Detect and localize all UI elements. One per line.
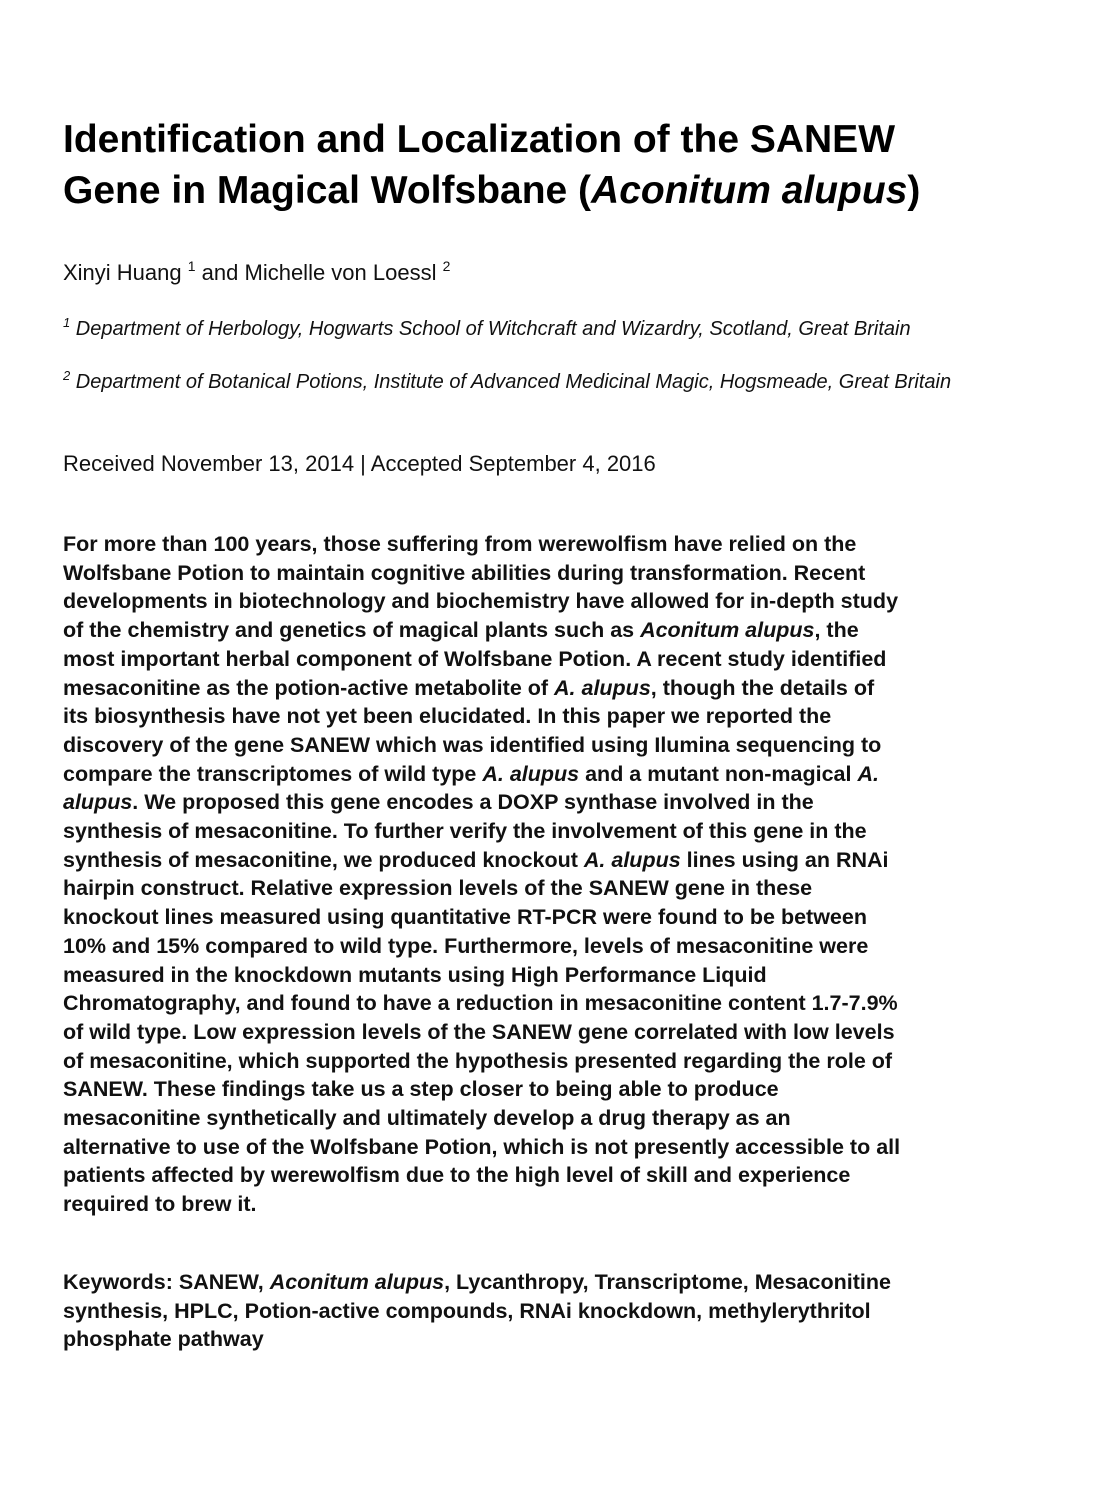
abstract-line <box>63 788 1048 817</box>
abstract-species: A. alupus <box>583 847 681 872</box>
abstract-text: lines using an RNAi <box>680 847 889 872</box>
abstract-text: , the <box>814 618 859 643</box>
keywords-line <box>63 1268 1048 1297</box>
affiliation-mark: 2 <box>63 368 71 383</box>
affiliation <box>63 369 1039 396</box>
title-line-1: Identification and Localization of the SANEW <box>63 118 896 161</box>
abstract-line: of wild type. Low expression levels of the SANEW gene correlated with low levels <box>63 1019 895 1044</box>
affiliation-text: Department of Botanical Potions, Institute of Advanced Medicinal Magic, Hogsmeade, Great Britain <box>75 371 952 393</box>
publication-dates: Received November 13, 2014 | Accepted September 4, 2016 <box>63 451 656 476</box>
keywords-line: phosphate pathway <box>63 1327 264 1352</box>
affiliation-text: Department of Herbology, Hogwarts School of Witchcraft and Wizardry, Scotland, Great Britain <box>75 318 911 340</box>
abstract-species: A. <box>857 761 879 786</box>
abstract-text: synthesis of mesaconitine, we produced knockout <box>63 847 584 872</box>
keywords-line: synthesis, HPLC, Potion-active compounds, RNAi knockdown, methylerythritol <box>63 1298 871 1323</box>
paper-title <box>63 114 1063 216</box>
author-list <box>63 258 450 288</box>
abstract-line <box>63 846 1048 875</box>
title-line-2 <box>63 165 1063 216</box>
abstract-line: Wolfsbane Potion to maintain cognitive abilities during transformation. Recent <box>63 560 866 585</box>
keywords-species: Aconitum alupus <box>269 1270 445 1294</box>
abstract-text: of the chemistry and genetics of magical plants such as <box>63 618 641 643</box>
abstract-line: its biosynthesis have not yet been elucidated. In this paper we reported the <box>63 704 832 729</box>
keywords <box>63 1268 1048 1354</box>
abstract-line <box>63 760 1048 789</box>
abstract-text: , though the details of <box>650 675 875 700</box>
abstract-line: discovery of the gene SANEW which was identified using Ilumina sequencing to <box>63 732 882 757</box>
abstract-line: Chromatography, and found to have a reduction in mesaconitine content 1.7-7.9% <box>63 991 898 1016</box>
abstract-line <box>63 616 1048 645</box>
abstract-species: A. alupus <box>482 761 580 786</box>
author-conjunction: and <box>195 260 245 285</box>
author-affiliation-mark: 2 <box>442 258 451 274</box>
abstract <box>63 530 1048 1219</box>
abstract-line: 10% and 15% compared to wild type. Furthermore, levels of mesaconitine were <box>63 933 869 958</box>
abstract-line: synthesis of mesaconitine. To further verify the involvement of this gene in the <box>63 819 867 844</box>
title-text-end: ) <box>907 169 921 212</box>
title-species: Aconitum alupus <box>591 169 908 212</box>
abstract-line: patients affected by werewolfism due to the high level of skill and experience <box>63 1163 851 1188</box>
abstract-line <box>63 674 1048 703</box>
affiliation-mark: 1 <box>63 315 71 330</box>
affiliation <box>63 316 1039 343</box>
abstract-species: A. alupus <box>554 675 651 700</box>
author-affiliation-mark: 1 <box>187 258 196 274</box>
abstract-line: hairpin construct. Relative expression levels of the SANEW gene in these <box>63 876 813 901</box>
abstract-line: mesaconitine synthetically and ultimately develop a drug therapy as an <box>63 1106 791 1131</box>
author-name: Michelle von Loessl <box>244 260 437 285</box>
abstract-line: SANEW. These findings take us a step closer to being able to produce <box>63 1077 779 1102</box>
abstract-text: compare the transcriptomes of wild type <box>63 761 483 786</box>
abstract-text: mesaconitine as the potion-active metabolite of <box>63 675 555 700</box>
abstract-text: . We proposed this gene encodes a DOXP synthase involved in the <box>132 790 814 815</box>
abstract-line: knockout lines measured using quantitative RT-PCR were found to be between <box>63 905 867 930</box>
abstract-line: measured in the knockdown mutants using High Performance Liquid <box>63 962 767 987</box>
abstract-text: and a mutant non-magical <box>579 761 858 786</box>
keywords-text: Keywords: SANEW, <box>63 1270 270 1294</box>
abstract-line: most important herbal component of Wolfsbane Potion. A recent study identified <box>63 646 887 671</box>
abstract-line: For more than 100 years, those suffering from werewolfism have relied on the <box>63 532 857 556</box>
abstract-species: alupus <box>63 790 133 815</box>
abstract-line: required to brew it. <box>63 1192 257 1217</box>
author-name: Xinyi Huang <box>63 260 182 285</box>
abstract-line: alternative to use of the Wolfsbane Potion, which is not presently accessible to all <box>63 1134 901 1159</box>
abstract-line: developments in biotechnology and biochemistry have allowed for in-depth study <box>63 589 899 614</box>
abstract-line: of mesaconitine, which supported the hypothesis presented regarding the role of <box>63 1048 893 1073</box>
keywords-text: , Lycanthropy, Transcriptome, Mesaconitine <box>444 1270 891 1294</box>
abstract-species: Aconitum alupus <box>640 618 815 643</box>
title-text: Gene in Magical Wolfsbane ( <box>63 169 592 212</box>
